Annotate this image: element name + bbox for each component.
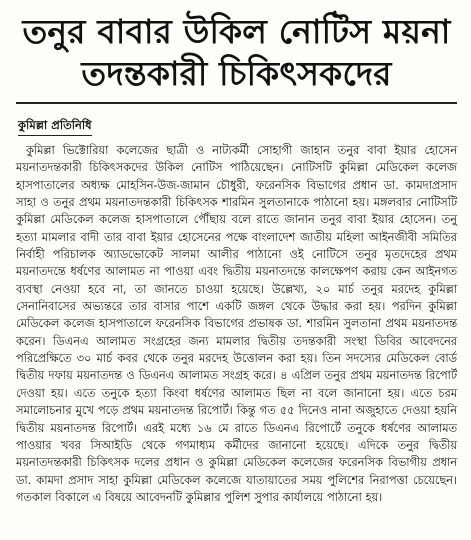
article-headline: [16, 12, 457, 94]
byline: কুমিল্লা প্রতিনিধি: [18, 117, 92, 136]
article-body: কুমিল্লা ভিক্টোরিয়া কলেজের ছাত্রী ও নাট্যকর্মী সোহাগী জাহান তনুর বাবা ইয়ার হোসেন ময়নাতদন্তকারী চিকিৎসকদের উকিল নোটিস পাঠিয়েছেন। নোটিসটি কুমিল্লা মেডিকেল কলেজ হাসপাতালের অধ্যক্ষ মোহসিন-উজ-জামান চৌধুরী, ফরেনসিক বিভাগের প্রধান ডা. কামদাপ্রসাদ সাহা ও তনুর প্রথম ময়নাতদন্তকারী চিকিৎসক শারমিন সুলতানাকে পাঠানো হয়। মঙ্গলবার নোটিসটি কুমিল্লা মেডিকেল কলেজ হাসপাতালে পৌঁছায় বলে রাতে জানান তনুর বাবা ইয়ার হোসেন। তনু হত্যা মামলার বাদী তার বাবা ইয়ার হোসেনের পক্ষে বাংলাদেশ জাতীয় মহিলা আইনজীবী সমিতির নির্বাহী পরিচালক অ্যাডভোকেট সালমা আলীর পাঠানো ওই নোটিসে তনুর মৃতদেহের প্রথম ময়নাতদন্তে ধর্ষণের আলামত না পাওয়া এবং দ্বিতীয় ময়নাতদন্তে কালক্ষেপণ করায় কেন আইনগত ব্যবস্থা নেওয়া হবে না, তা জানতে চাওয়া হয়েছে। উল্লেখ্য, ২০ মার্চ তনুর মরদেহ কুমিল্লা সেনানিবাসের অভ্যন্তরে তার বাসার পাশে একটি জঙ্গল থেকে উদ্ধার করা হয়। পরদিন কুমিল্লা মেডিকেল কলেজ হাসপাতালে ফরেনসিক বিভাগের প্রভাষক ডা. শারমিন সুলতানা প্রথম ময়নাতদন্ত করেন। ডিএনএ আলামত সংগ্রহের জন্য মামলার দ্বিতীয় তদন্তকারী সংস্থা ডিবির আবেদনের পরিপ্রেক্ষিতে ৩০ মার্চ কবর থেকে তনুর মরদেহ উত্তোলন করা হয়। তিন সদস্যের মেডিকেল বোর্ড দ্বিতীয় দফায় ময়নাতদন্ত ও ডিএনএ আলামত সংগ্রহ করে। ৪ এপ্রিল তনুর প্রথম ময়নাতদন্ত রিপোর্ট দেওয়া হয়। এতে তনুকে হত্যা কিংবা ধর্ষণের আলামত ছিল না বলে জানানো হয়। এতে চরম সমালোচনার মুখে পড়ে প্রথম ময়নাতদন্ত রিপোর্ট। কিন্তু গত ৫৫ দিনেও নানা অজুহাতে দেওয়া হয়নি দ্বিতীয় ময়নাতদন্ত রিপোর্ট। এরই মধ্যে ১৬ মে রাতে ডিএনএ রিপোর্টে তনুকে ধর্ষণের আলামত পাওয়ার খবর সিআইডি থেকে গণমাধ্যম কর্মীদের জানানো হয়েছে। এদিকে তনুর দ্বিতীয় ময়নাতদন্তকারী চিকিৎসক দলের প্রধান ও কুমিল্লা মেডিকেল কলেজের ফরেনসিক বিভাগীয় প্রধান ডা. কামদা প্রসাদ সাহা কুমিল্লা মেডিকেল কলেজে যাতায়াতের সময় পুলিশের নিরাপত্তা চেয়েছেন। গতকাল বিকালে এ বিষয়ে আবেদনটি কুমিল্লার পুলিশ সুপার কার্যালয়ে পাঠানো হয়।: [16, 144, 457, 504]
headline-line-2: তদন্তকারী চিকিৎসকদের: [81, 54, 392, 93]
headline-line-1: তনুর বাবার উকিল নোটিস ময়না: [22, 12, 451, 51]
headline-divider: [16, 102, 457, 104]
